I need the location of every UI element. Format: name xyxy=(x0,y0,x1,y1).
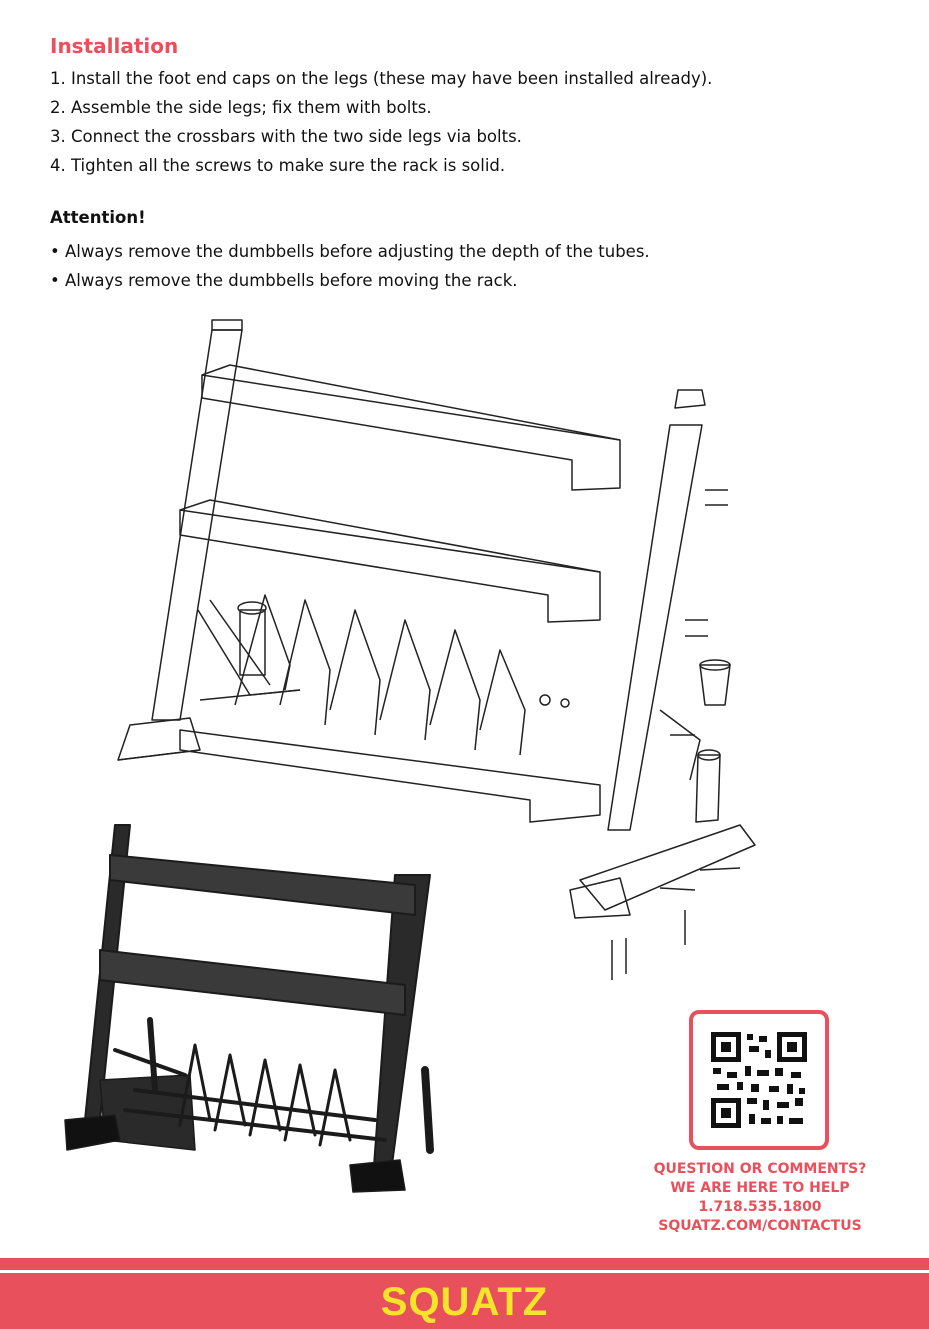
contact-help: WE ARE HERE TO HELP xyxy=(670,1180,850,1196)
step-item: 3. Connect the crossbars with the two side legs via bolts. xyxy=(50,127,522,146)
step-item: 4. Tighten all the screws to make sure the rack is solid. xyxy=(50,156,506,175)
section-title: Installation xyxy=(50,34,179,58)
step-item: 2. Assemble the side legs; fix them with bolts. xyxy=(50,98,432,117)
contact-phone[interactable]: 1.718.535.1800 xyxy=(698,1199,822,1215)
contact-question: QUESTION OR COMMENTS? xyxy=(653,1161,867,1177)
attention-title: Attention! xyxy=(50,208,146,227)
contact-url[interactable]: SQUATZ.COM/CONTACTUS xyxy=(658,1218,862,1234)
contact-info xyxy=(630,1160,890,1236)
footer-stripe xyxy=(0,1258,929,1270)
step-item: 1. Install the foot end caps on the legs (these may have been installed already). xyxy=(50,69,713,88)
installation-steps xyxy=(50,64,712,180)
attention-note: • Always remove the dumbbells before moving the rack. xyxy=(50,266,650,295)
qr-code-frame[interactable] xyxy=(689,1010,829,1150)
brand-logo: SQUATZ xyxy=(380,1280,549,1324)
attention-notes xyxy=(50,237,650,295)
assembled-rack-image xyxy=(55,820,475,1220)
attention-note: • Always remove the dumbbells before adjusting the depth of the tubes. xyxy=(50,237,650,266)
qr-code-icon xyxy=(711,1032,807,1128)
